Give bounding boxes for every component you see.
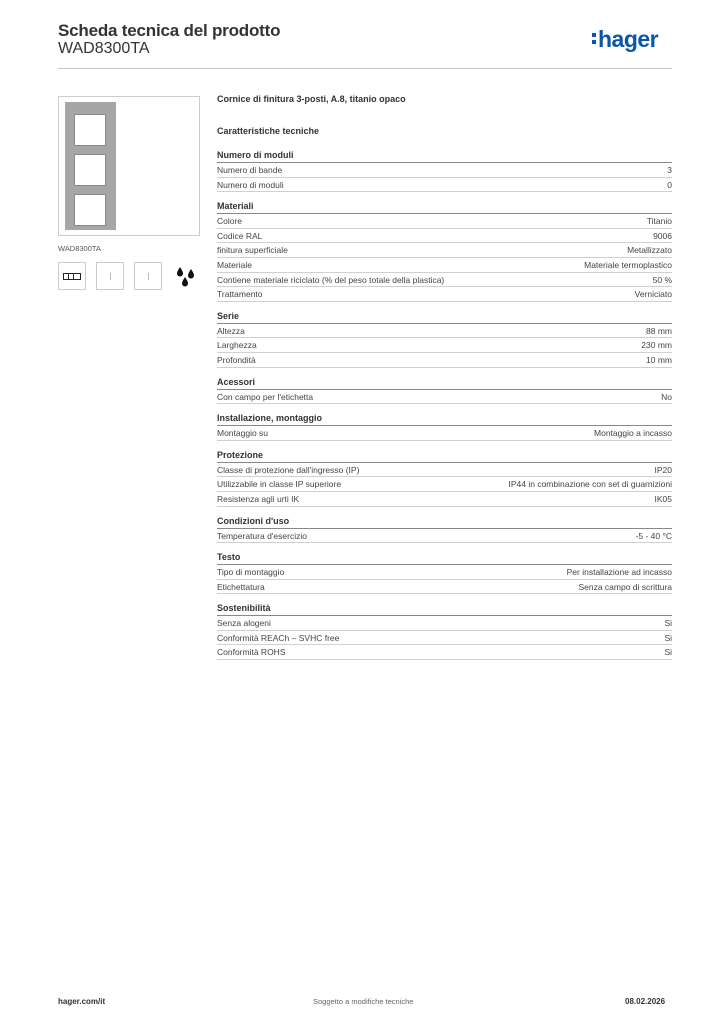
spec-row	[217, 229, 672, 244]
spec-value: Senza campo di scrittura	[578, 581, 672, 592]
spec-section	[217, 149, 672, 192]
spec-label: Numero di moduli	[217, 179, 284, 190]
spec-label: Utilizzabile in classe IP superiore	[217, 479, 342, 490]
frame-window	[74, 194, 106, 226]
spec-section	[217, 310, 672, 368]
spec-row	[217, 580, 672, 595]
section-title: Serie	[217, 310, 672, 324]
header-divider	[58, 68, 672, 69]
section-title: Materiali	[217, 200, 672, 214]
spec-value: 3	[667, 165, 672, 175]
spec-label: Materiale	[217, 259, 252, 270]
spec-label: Altezza	[217, 325, 245, 336]
spec-sections	[217, 149, 672, 660]
spec-value: Si	[664, 647, 672, 658]
spec-label: Colore	[217, 216, 243, 227]
spec-section	[217, 200, 672, 302]
spec-value: Per installazione ad incasso	[566, 567, 672, 578]
spec-value: IP20	[654, 464, 672, 475]
spec-row	[217, 426, 672, 441]
spec-value: 10 mm	[646, 354, 672, 365]
spec-row	[217, 565, 672, 580]
section-title: Condizioni d'uso	[217, 515, 672, 529]
section-title: Installazione, montaggio	[217, 412, 672, 426]
spec-label: Tipo di montaggio	[217, 567, 285, 578]
footer-website: hager.com/it	[58, 997, 106, 1006]
spec-section	[217, 412, 672, 441]
spec-value: No	[661, 391, 672, 402]
spec-row	[217, 477, 672, 492]
page-title: Scheda tecnica del prodotto	[58, 21, 281, 40]
spec-label: Classe di protezione dall'ingresso (IP)	[217, 464, 360, 475]
spec-label: Larghezza	[217, 340, 257, 351]
spec-value: 50 %	[652, 274, 672, 285]
spec-row	[217, 353, 672, 368]
section-title: Protezione	[217, 449, 672, 463]
spec-label: Numero di bande	[217, 165, 283, 175]
module-3-icon	[58, 262, 86, 290]
spec-section	[217, 515, 672, 544]
spec-row	[217, 492, 672, 507]
spec-label: Profondità	[217, 354, 256, 365]
spec-label: Temperatura d'esercizio	[217, 530, 307, 541]
spec-label: Contiene materiale riciclato (% del peso totale della plastica)	[217, 274, 445, 285]
spec-value: Si	[664, 618, 672, 629]
spec-row	[217, 214, 672, 229]
spec-value: 230 mm	[641, 340, 672, 351]
spec-value: -5 - 40 °C	[635, 530, 672, 541]
product-code: WAD8300TA	[58, 40, 150, 57]
spec-row	[217, 287, 672, 302]
spec-value: Metallizzato	[627, 245, 672, 256]
spec-section	[217, 602, 672, 660]
footer-date: 08.02.2026	[625, 997, 666, 1006]
logo-dots-icon	[592, 33, 596, 47]
spec-row	[217, 645, 672, 660]
spec-row	[217, 631, 672, 646]
spec-label: finitura superficiale	[217, 245, 288, 256]
frame-window	[74, 154, 106, 186]
spec-label: Conformità REACh – SVHC free	[217, 632, 340, 643]
spec-row	[217, 273, 672, 288]
spec-value: IP44 in combinazione con set di guarnizioni	[508, 479, 672, 490]
blank-icon	[134, 262, 162, 290]
spec-label: Etichettatura	[217, 581, 265, 592]
blank-icon	[96, 262, 124, 290]
spec-label: Senza alogeni	[217, 618, 271, 629]
specs-heading: Caratteristiche tecniche	[217, 126, 320, 136]
spec-row	[217, 616, 672, 631]
frame-window	[74, 114, 106, 146]
product-name: Cornice di finitura 3-posti, A.8, titanio opaco	[217, 94, 406, 104]
spec-row	[217, 163, 672, 178]
spec-value: IK05	[654, 493, 672, 504]
spec-row	[217, 338, 672, 353]
ip-drops-icon	[174, 265, 198, 289]
section-title: Sostenibilità	[217, 602, 672, 616]
spec-label: Montaggio su	[217, 428, 269, 439]
spec-section	[217, 551, 672, 594]
spec-row	[217, 243, 672, 258]
section-title: Testo	[217, 551, 672, 565]
spec-label: Conformità ROHS	[217, 647, 286, 658]
spec-value: Titanio	[646, 216, 672, 227]
image-caption: WAD8300TA	[58, 244, 101, 253]
footer-note: Soggetto a modifiche tecniche	[313, 997, 414, 1006]
spec-label: Resistenza agli urti IK	[217, 493, 300, 504]
section-title: Numero di moduli	[217, 149, 672, 163]
spec-row	[217, 258, 672, 273]
spec-value: 0	[667, 179, 672, 190]
spec-label: Trattamento	[217, 289, 263, 300]
spec-row	[217, 529, 672, 544]
spec-value: Verniciato	[634, 289, 672, 300]
spec-label: Con campo per l'etichetta	[217, 391, 314, 402]
spec-value: 88 mm	[646, 325, 672, 336]
hager-logo	[592, 28, 658, 51]
spec-row	[217, 324, 672, 339]
spec-panel	[217, 94, 672, 668]
spec-value: Montaggio a incasso	[594, 428, 672, 439]
spec-value: Si	[664, 632, 672, 643]
spec-value: Materiale termoplastico	[584, 259, 672, 270]
product-image	[58, 96, 200, 236]
spec-section	[217, 449, 672, 507]
spec-section	[217, 376, 672, 405]
spec-row	[217, 390, 672, 405]
spec-value: 9006	[653, 230, 672, 241]
spec-label: Codice RAL	[217, 230, 263, 241]
section-title: Acessori	[217, 376, 672, 390]
spec-row	[217, 463, 672, 478]
spec-row	[217, 178, 672, 193]
frame-illustration	[65, 102, 116, 230]
logo-text: hager	[598, 26, 659, 52]
